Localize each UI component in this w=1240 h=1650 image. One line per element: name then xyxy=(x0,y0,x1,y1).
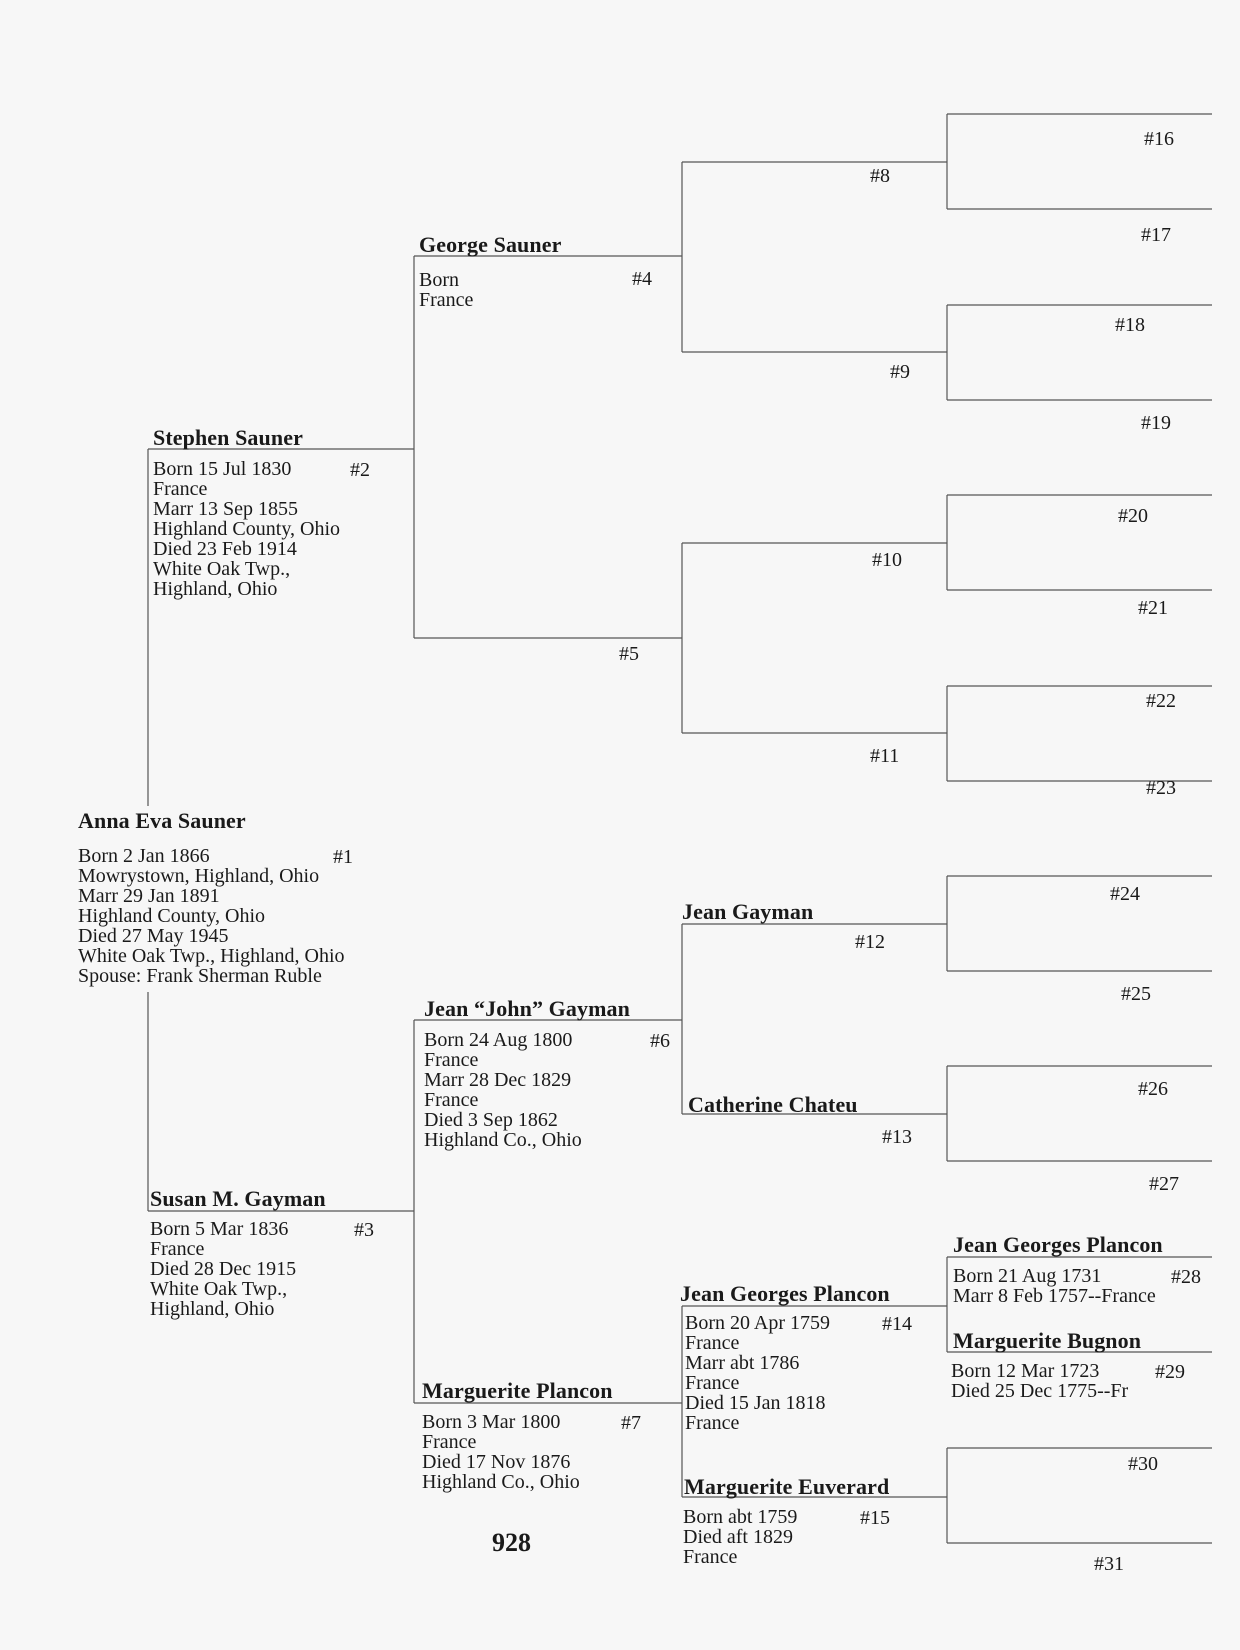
person-14-details xyxy=(685,1313,830,1433)
person-13-number: #13 xyxy=(882,1126,912,1148)
detail-line: Born xyxy=(419,269,459,291)
detail-line: France xyxy=(685,1332,740,1354)
detail-line: Born abt 1759 xyxy=(683,1506,798,1528)
person-11-number: #11 xyxy=(870,745,900,767)
person-7-number: #7 xyxy=(621,1412,641,1434)
detail-line: Marr 13 Sep 1855 xyxy=(153,498,298,520)
person-29-number: #29 xyxy=(1155,1361,1185,1383)
person-25-number: #25 xyxy=(1121,983,1151,1005)
detail-line: Highland Co., Ohio xyxy=(424,1129,582,1151)
detail-line: Born 21 Aug 1731 xyxy=(953,1265,1102,1287)
person-5-number: #5 xyxy=(619,643,639,665)
detail-line: Died 15 Jan 1818 xyxy=(685,1392,826,1414)
detail-line: France xyxy=(150,1238,205,1260)
person-15-details xyxy=(683,1507,797,1567)
person-28-number: #28 xyxy=(1171,1266,1201,1288)
detail-line: France xyxy=(424,1049,479,1071)
detail-line: Died aft 1829 xyxy=(683,1526,793,1548)
person-17-number: #17 xyxy=(1141,224,1171,246)
detail-line: Born 3 Mar 1800 xyxy=(422,1411,561,1433)
person-16-number: #16 xyxy=(1144,128,1174,150)
person-15-name: Marguerite Euverard xyxy=(684,1474,890,1499)
person-29-name: Marguerite Bugnon xyxy=(953,1328,1142,1353)
person-28-name: Jean Georges Plancon xyxy=(953,1232,1163,1257)
person-23-number: #23 xyxy=(1146,777,1176,799)
person-13-name: Catherine Chateu xyxy=(688,1092,858,1117)
person-3-name: Susan M. Gayman xyxy=(150,1186,326,1211)
detail-line: Born 24 Aug 1800 xyxy=(424,1029,573,1051)
person-24-number: #24 xyxy=(1110,883,1140,905)
detail-line: France xyxy=(153,478,208,500)
detail-line: Marr abt 1786 xyxy=(685,1352,800,1374)
person-15-number: #15 xyxy=(860,1507,890,1529)
detail-line: Highland, Ohio xyxy=(153,578,278,600)
person-6-number: #6 xyxy=(650,1030,670,1052)
person-29-details xyxy=(951,1361,1128,1401)
detail-line: Highland County, Ohio xyxy=(78,905,266,927)
detail-line: Spouse: Frank Sherman Ruble xyxy=(78,965,322,987)
detail-line: White Oak Twp., xyxy=(153,558,291,580)
person-14-number: #14 xyxy=(882,1313,912,1335)
person-6-details xyxy=(424,1030,582,1150)
detail-line: France xyxy=(422,1431,477,1453)
detail-line: White Oak Twp., Highland, Ohio xyxy=(78,945,345,967)
person-10-number: #10 xyxy=(872,549,902,571)
detail-line: Died 28 Dec 1915 xyxy=(150,1258,297,1280)
person-3-number: #3 xyxy=(354,1219,374,1241)
person-6-name: Jean “John” Gayman xyxy=(424,996,630,1021)
detail-line: France xyxy=(419,289,474,311)
person-14-name: Jean Georges Plancon xyxy=(680,1281,890,1306)
detail-line: Died 23 Feb 1914 xyxy=(153,538,297,560)
person-30-number: #30 xyxy=(1128,1453,1158,1475)
detail-line: Highland County, Ohio xyxy=(153,518,341,540)
person-4-number: #4 xyxy=(632,268,652,290)
person-4-name: George Sauner xyxy=(419,232,562,257)
detail-line: France xyxy=(424,1089,479,1111)
person-26-number: #26 xyxy=(1138,1078,1168,1100)
detail-line: White Oak Twp., xyxy=(150,1278,288,1300)
person-8-number: #8 xyxy=(870,165,890,187)
person-2-name: Stephen Sauner xyxy=(153,425,303,450)
detail-line: Died 3 Sep 1862 xyxy=(424,1109,558,1131)
person-27-number: #27 xyxy=(1149,1173,1179,1195)
person-1-name: Anna Eva Sauner xyxy=(78,808,246,833)
person-7-name: Marguerite Plancon xyxy=(422,1378,613,1403)
detail-line: Born 2 Jan 1866 xyxy=(78,845,210,867)
person-31-number: #31 xyxy=(1094,1553,1124,1575)
detail-line: Died 27 May 1945 xyxy=(78,925,229,947)
detail-line: Mowrystown, Highland, Ohio xyxy=(78,865,320,887)
detail-line: Born 20 Apr 1759 xyxy=(685,1312,830,1334)
person-2-number: #2 xyxy=(350,459,370,481)
detail-line: Born 5 Mar 1836 xyxy=(150,1218,289,1240)
person-28-details xyxy=(953,1266,1156,1306)
person-1-details xyxy=(78,846,345,986)
person-7-details xyxy=(422,1412,580,1492)
person-21-number: #21 xyxy=(1138,597,1168,619)
person-4-details xyxy=(419,270,473,310)
detail-line: France xyxy=(685,1372,740,1394)
detail-line: Born 15 Jul 1830 xyxy=(153,458,292,480)
person-22-number: #22 xyxy=(1146,690,1176,712)
person-9-number: #9 xyxy=(890,361,910,383)
page-number: 928 xyxy=(492,1528,531,1557)
detail-line: France xyxy=(685,1412,740,1434)
detail-line: Highland Co., Ohio xyxy=(422,1471,580,1493)
person-18-number: #18 xyxy=(1115,314,1145,336)
person-12-number: #12 xyxy=(855,931,885,953)
detail-line: Died 25 Dec 1775--Fr xyxy=(951,1380,1129,1402)
detail-line: Died 17 Nov 1876 xyxy=(422,1451,571,1473)
person-12-name: Jean Gayman xyxy=(682,899,814,924)
person-20-number: #20 xyxy=(1118,505,1148,527)
detail-line: Marr 29 Jan 1891 xyxy=(78,885,220,907)
person-2-details xyxy=(153,459,340,599)
person-1-number: #1 xyxy=(333,846,353,868)
person-19-number: #19 xyxy=(1141,412,1171,434)
detail-line: Marr 8 Feb 1757--France xyxy=(953,1285,1156,1307)
detail-line: Highland, Ohio xyxy=(150,1298,275,1320)
detail-line: Marr 28 Dec 1829 xyxy=(424,1069,572,1091)
detail-line: France xyxy=(683,1546,738,1568)
detail-line: Born 12 Mar 1723 xyxy=(951,1360,1100,1382)
person-3-details xyxy=(150,1219,296,1319)
